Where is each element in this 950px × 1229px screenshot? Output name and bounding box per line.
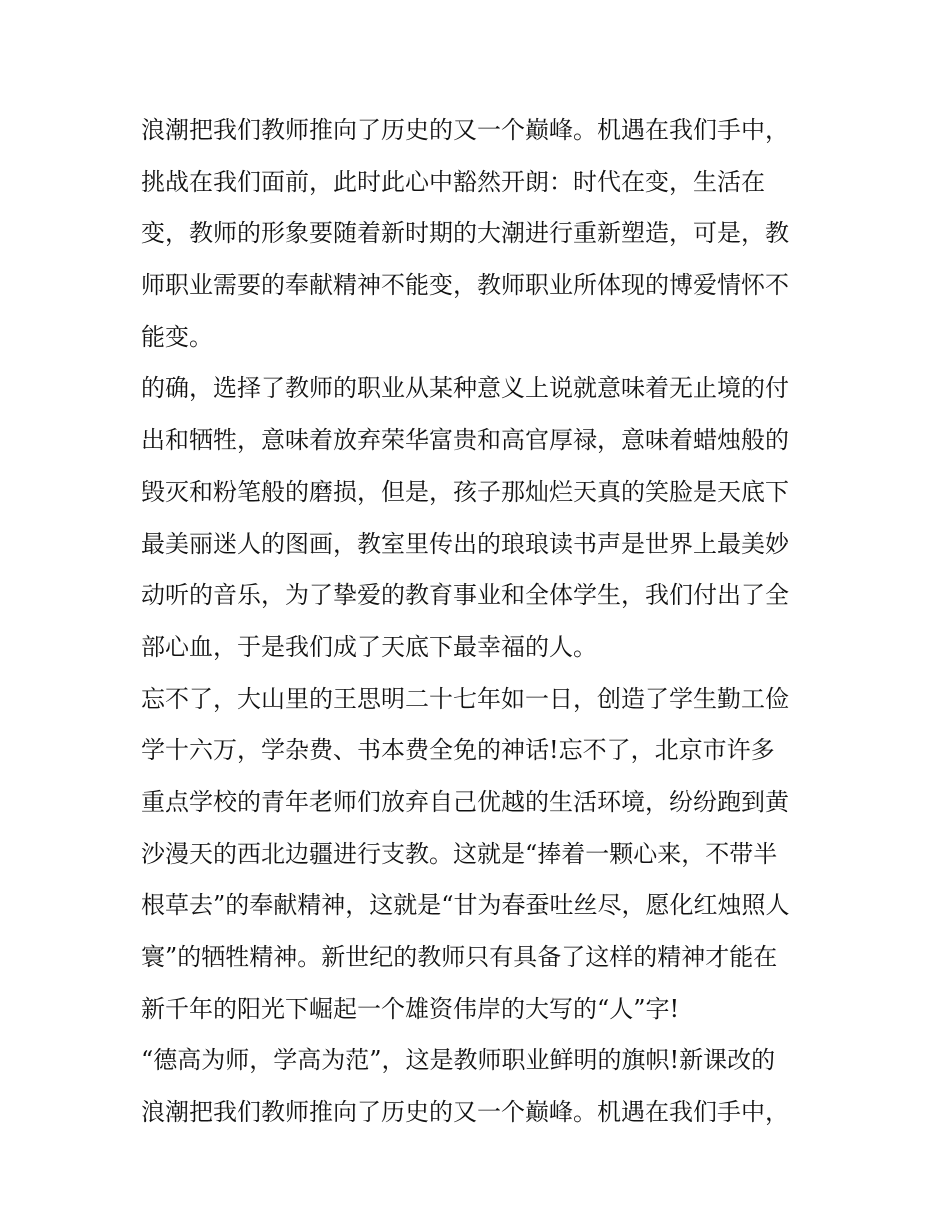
text-line: 寰”的牺牲精神。新世纪的教师只有具备了这样的精神才能在 [141,943,778,971]
text-line: 挑战在我们面前，此时此心中豁然开朗：时代在变，生活在 [141,167,765,196]
text-line: 毁灭和粉笔般的磨损，但是，孩子那灿烂天真的笑脸是天底下 [141,477,789,506]
text-line: 动听的音乐，为了挚爱的教育事业和全体学生，我们付出了全 [141,581,789,610]
text-line: 浪潮把我们教师推向了历史的又一个巅峰。机遇在我们手中， [141,116,789,144]
text-line: 部心血，于是我们成了天底下最幸福的人。 [141,632,597,661]
document-body [141,105,813,1139]
text-line: 的确，选择了教师的职业从某种意义上说就意味着无止境的付 [141,374,789,403]
text-line: 沙漫天的西北边疆进行支教。这就是“捧着一颗心来，不带半 [141,839,778,868]
paragraph-2 [141,363,813,673]
paragraph-3 [141,674,813,1036]
text-line: “德高为师，学高为范”，这是教师职业鲜明的旗帜!新课改的 [141,1046,776,1075]
text-line: 学十六万，学杂费、书本费全免的神话!忘不了，北京市许多 [141,736,775,765]
text-line: 出和牺牲，意味着放弃荣华富贵和高官厚禄，意味着蜡烛般的 [141,426,789,455]
paragraph-4 [141,1035,813,1138]
text-line: 忘不了，大山里的王思明二十七年如一日，创造了学生勤工俭 [141,684,789,713]
text-line: 浪潮把我们教师推向了历史的又一个巅峰。机遇在我们手中， [141,1098,789,1127]
text-line: 根草去”的奉献精神，这就是“甘为春蚕吐丝尽，愿化红烛照人 [141,891,790,920]
paragraph-1 [141,105,813,363]
text-line: 能变。 [141,322,213,351]
text-line: 重点学校的青年老师们放弃自己优越的生活环境，纷纷跑到黄 [141,787,789,816]
text-line: 师职业需要的奉献精神不能变，教师职业所体现的博爱情怀不 [141,271,789,300]
text-line: 新千年的阳光下崛起一个雄资伟岸的大写的“人”字! [141,994,680,1023]
text-line: 最美丽迷人的图画，教室里传出的琅琅读书声是世界上最美妙 [141,529,789,558]
text-line: 变，教师的形象要随着新时期的大潮进行重新塑造，可是，教 [141,219,789,248]
